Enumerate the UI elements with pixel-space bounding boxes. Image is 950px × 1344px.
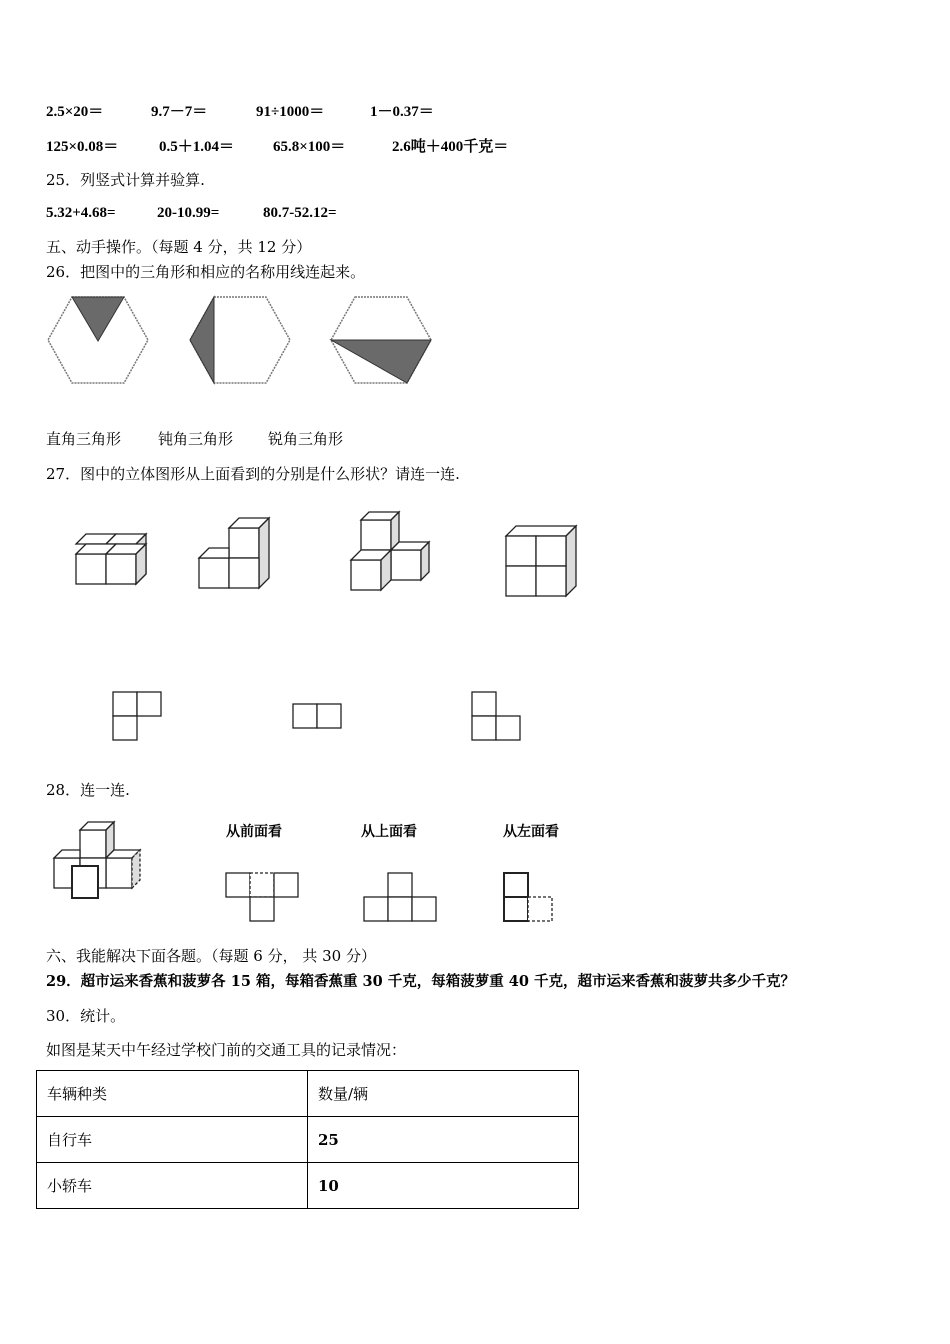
triangle-name: 钝角三角形 [158, 430, 234, 448]
question-28-title: 28．连一连. [46, 781, 130, 799]
calc-item: 65.8×100＝ [273, 139, 346, 155]
triangle-name: 直角三角形 [46, 430, 122, 448]
calc-item: 125×0.08＝ [46, 139, 119, 155]
view-label-front: 从前面看 [226, 824, 282, 840]
calc-item: 1－0.37＝ [370, 104, 434, 120]
question-30-intro: 如图是某天中午经过学校门前的交通工具的记录情况： [46, 1041, 407, 1059]
solid-figure-q28 [52, 820, 148, 902]
table-cell: 小轿车 [37, 1163, 308, 1209]
section-6-heading: 六、我能解决下面各题。（每题 6 分， 共 30 分） [46, 947, 376, 965]
calc-item: 0.5＋1.04＝ [159, 139, 235, 155]
table-row [37, 1117, 579, 1163]
top-view-shape-2 [292, 703, 344, 731]
question-25-title: 25．列竖式计算并验算. [46, 171, 205, 189]
table-header-cell: 数量/辆 [308, 1071, 579, 1117]
section-5-heading: 五、动手操作。（每题 4 分，共 12 分） [46, 238, 312, 256]
q25-item: 80.7-52.12= [263, 205, 337, 221]
view-label-left: 从左面看 [503, 824, 559, 840]
table-cell: 25 [308, 1117, 579, 1163]
view-shape-3 [503, 872, 555, 924]
hexagon-figure-1 [46, 295, 150, 385]
hexagon-figure-3 [329, 295, 433, 385]
solid-figure-3 [349, 510, 435, 592]
calc-item: 91÷1000＝ [256, 104, 325, 120]
solid-figure-1 [76, 532, 152, 588]
top-view-shape-1 [112, 691, 164, 743]
solid-figure-2 [197, 516, 273, 590]
hexagon-figure-2 [188, 295, 292, 385]
top-view-shape-3 [471, 691, 523, 743]
calc-item: 2.6吨＋400千克＝ [392, 139, 509, 155]
question-26-title: 26．把图中的三角形和相应的名称用线连起来。 [46, 263, 366, 281]
calc-item: 2.5×20＝ [46, 104, 104, 120]
vehicle-table [36, 1070, 579, 1209]
calc-item: 9.7－7＝ [151, 104, 208, 120]
view-shape-1 [225, 872, 301, 924]
view-shape-2 [363, 872, 439, 924]
q25-item: 20-10.99= [157, 205, 220, 221]
question-29: 29．超市运来香蕉和菠萝各 15 箱，每箱香蕉重 30 千克，每箱菠萝重 40 千克，超市运来香蕉和菠萝共多少千克？ [46, 973, 795, 990]
view-label-top: 从上面看 [361, 824, 417, 840]
triangle-name: 锐角三角形 [268, 430, 344, 448]
table-cell: 自行车 [37, 1117, 308, 1163]
table-row [37, 1163, 579, 1209]
q25-item: 5.32+4.68= [46, 205, 116, 221]
solid-figure-4 [504, 524, 580, 600]
table-header-cell: 车辆种类 [37, 1071, 308, 1117]
question-27-title: 27．图中的立体图形从上面看到的分别是什么形状？请连一连. [46, 465, 460, 483]
table-header-row [37, 1071, 579, 1117]
question-30-title: 30．统计。 [46, 1007, 126, 1025]
table-cell: 10 [308, 1163, 579, 1209]
